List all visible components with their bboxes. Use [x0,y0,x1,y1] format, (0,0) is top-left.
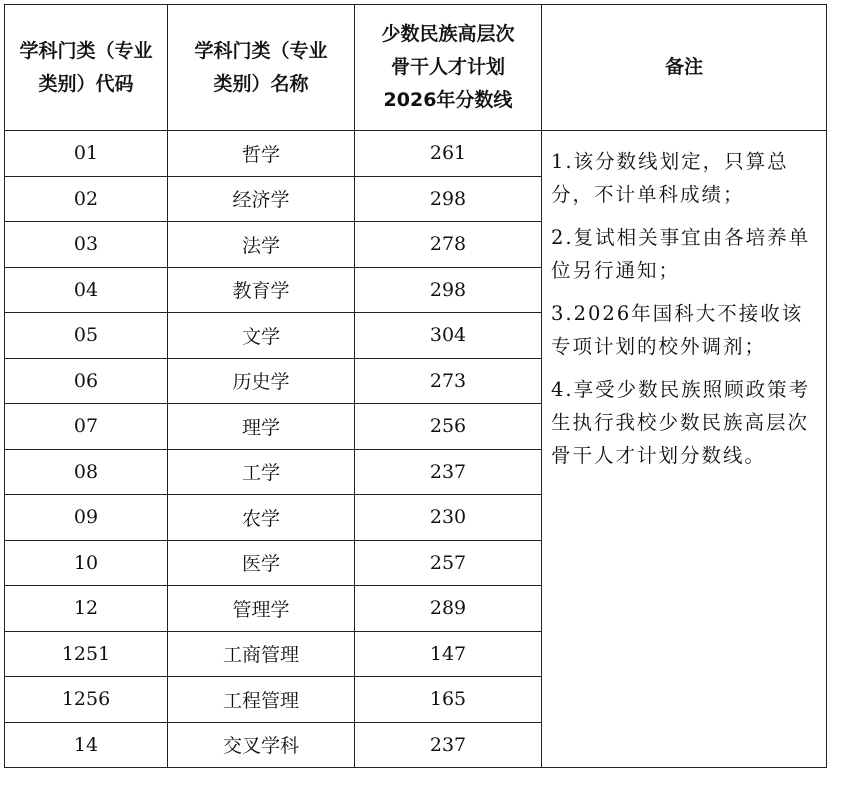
remarks-cell [542,131,827,768]
cell-name: 工程管理 [168,677,355,723]
cell-code: 10 [5,540,168,586]
cell-score: 298 [355,176,542,222]
cell-name: 教育学 [168,267,355,313]
cell-score: 257 [355,540,542,586]
cell-score: 237 [355,449,542,495]
cell-code: 1256 [5,677,168,723]
cell-code: 05 [5,313,168,359]
cell-code: 12 [5,586,168,632]
header-name: 学科门类（专业类别）名称 [168,5,355,131]
remark-item: 1.该分数线划定，只算总分，不计单科成绩； [551,150,789,206]
remark-item: 4.享受少数民族照顾政策考生执行我校少数民族高层次骨干人才计划分数线。 [551,378,811,467]
cell-name: 交叉学科 [168,722,355,768]
cell-code: 01 [5,131,168,177]
cell-score: 278 [355,222,542,268]
table-row [5,131,827,177]
cell-name: 工学 [168,449,355,495]
cell-code: 07 [5,404,168,450]
cell-score: 298 [355,267,542,313]
cell-score: 273 [355,358,542,404]
cell-code: 1251 [5,631,168,677]
header-remarks: 备注 [542,5,827,131]
cell-name: 工商管理 [168,631,355,677]
header-score: 少数民族高层次骨干人才计划2026年分数线 [355,5,542,131]
cell-name: 历史学 [168,358,355,404]
cell-name: 管理学 [168,586,355,632]
cell-score: 237 [355,722,542,768]
cell-score: 147 [355,631,542,677]
cell-code: 02 [5,176,168,222]
cell-score: 261 [355,131,542,177]
cell-name: 文学 [168,313,355,359]
cell-name: 法学 [168,222,355,268]
table-body [5,131,827,768]
cell-score: 289 [355,586,542,632]
cell-name: 理学 [168,404,355,450]
score-table [4,4,827,768]
cell-score: 304 [355,313,542,359]
header-row [5,5,827,131]
cell-code: 04 [5,267,168,313]
cell-code: 09 [5,495,168,541]
cell-score: 256 [355,404,542,450]
cell-score: 230 [355,495,542,541]
cell-code: 08 [5,449,168,495]
cell-code: 03 [5,222,168,268]
remark-item: 2.复试相关事宜由各培养单位另行通知； [551,226,811,282]
cell-name: 农学 [168,495,355,541]
cell-score: 165 [355,677,542,723]
header-code: 学科门类（专业类别）代码 [5,5,168,131]
cell-code: 06 [5,358,168,404]
cell-name: 哲学 [168,131,355,177]
cell-name: 经济学 [168,176,355,222]
cell-code: 14 [5,722,168,768]
remark-item: 3.2026年国科大不接收该专项计划的校外调剂； [551,302,804,358]
cell-name: 医学 [168,540,355,586]
